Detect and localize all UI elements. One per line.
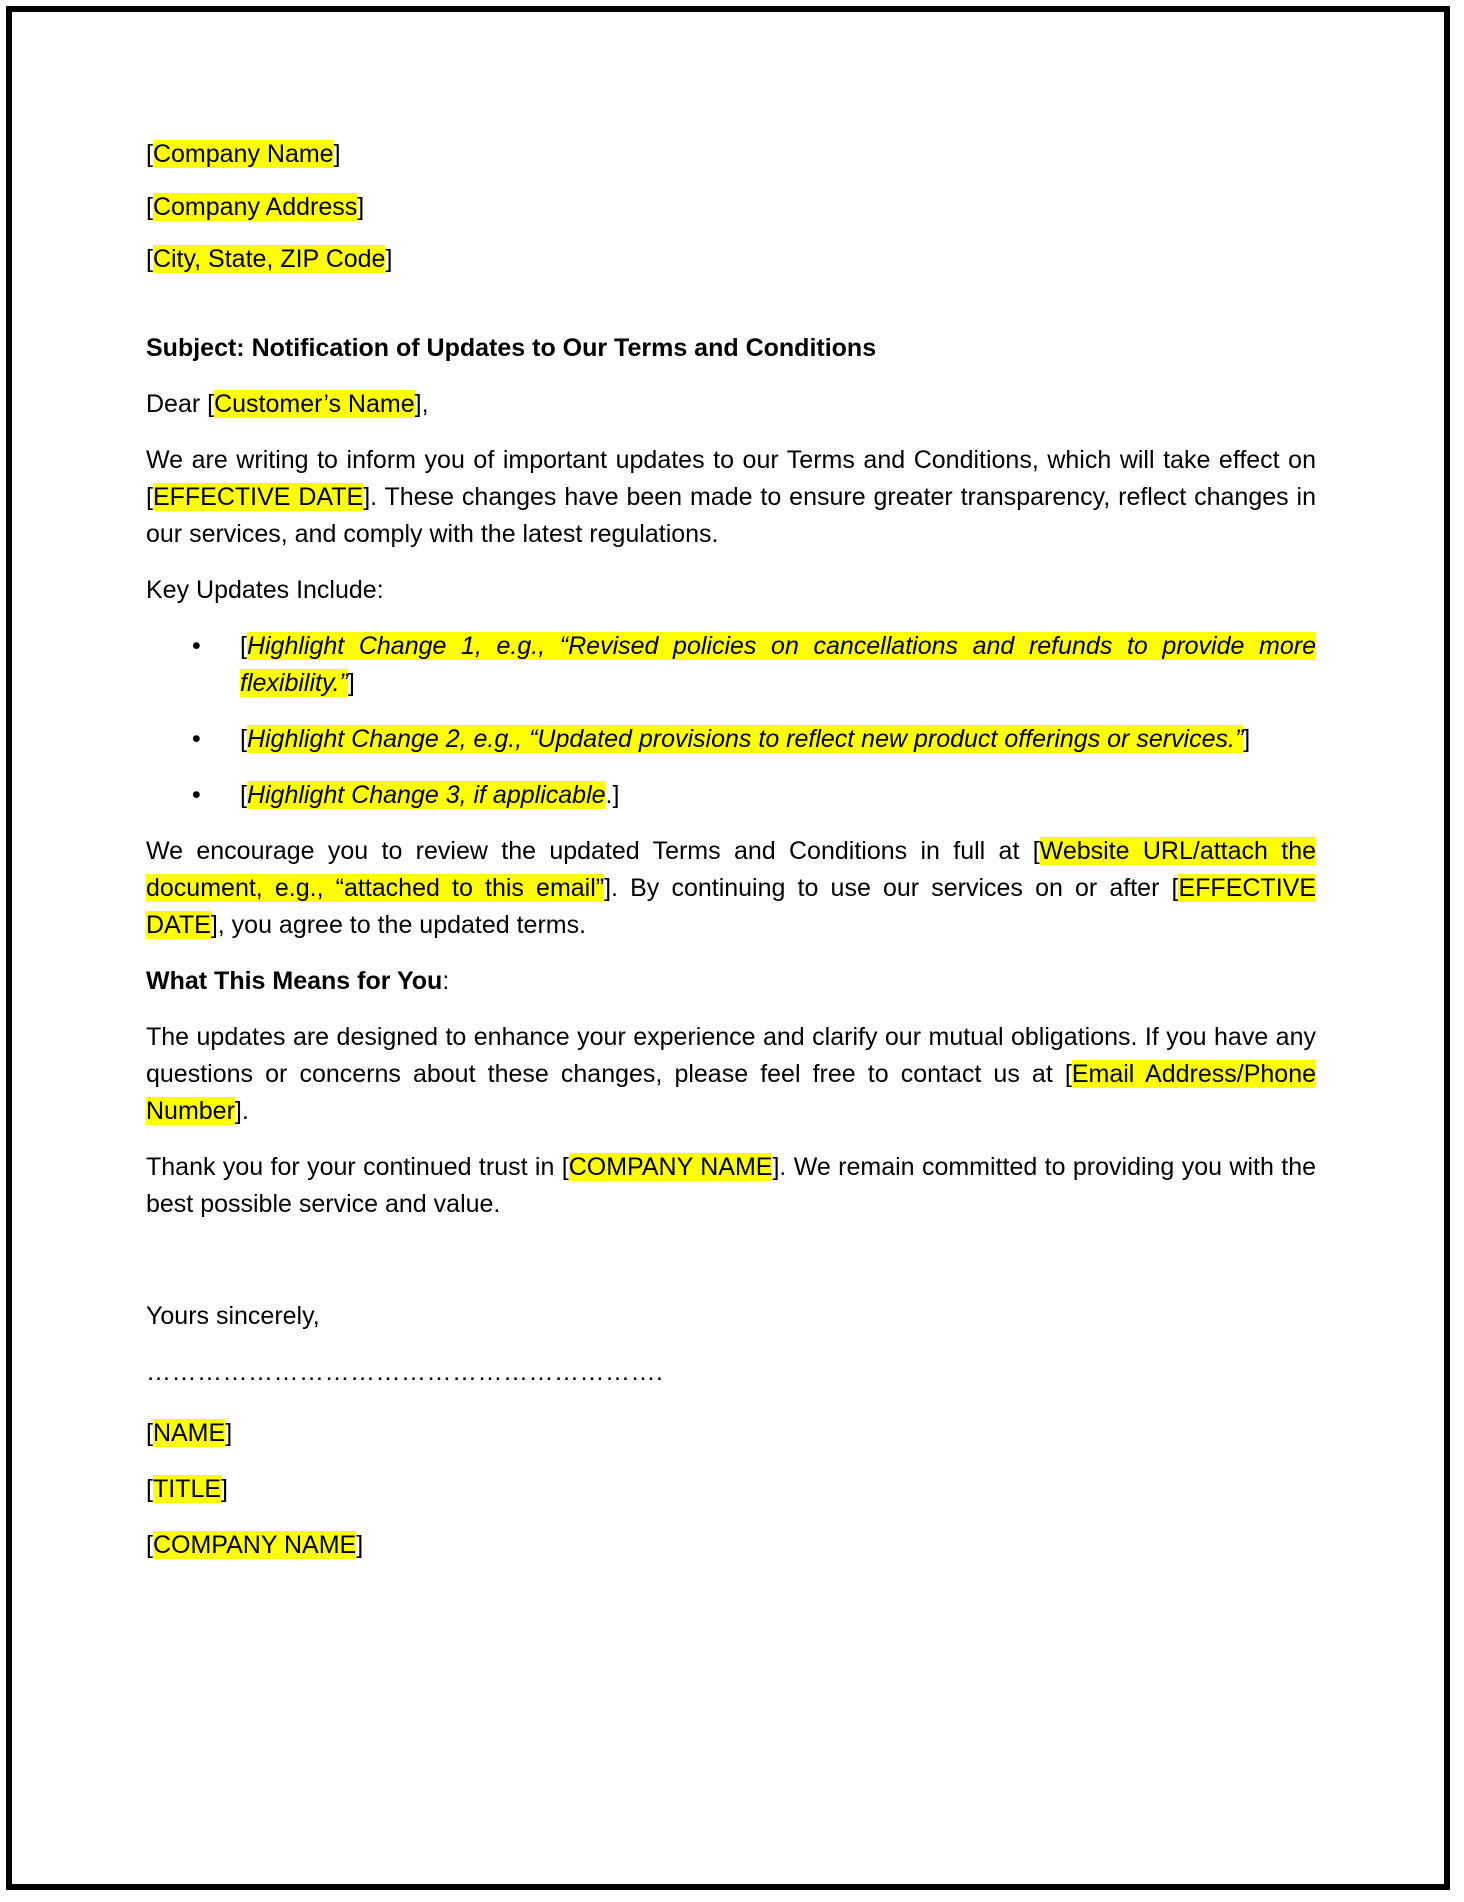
bullet-icon: •	[192, 725, 201, 753]
city-state-zip-line: [City, State, ZIP Code]	[146, 245, 393, 273]
greeting-line: Dear [Customer’s Name],	[146, 390, 429, 418]
change-placeholder: Highlight Change 1, e.g., “Revised policies on cancellations and refunds to provide more flexibility.”	[240, 632, 1316, 697]
change-placeholder: Highlight Change 2, e.g., “Updated provisions to reflect new product offerings or services.”	[246, 725, 1244, 753]
effective-date-placeholder: EFFECTIVE DATE	[146, 874, 1316, 939]
key-updates-list	[146, 628, 1316, 814]
thanks-paragraph: Thank you for your continued trust in [COMPANY NAME]. We remain committed to providing you with the best possible service and value.	[146, 1153, 1316, 1218]
effective-date-placeholder: EFFECTIVE DATE	[152, 483, 364, 511]
company-name-placeholder: COMPANY NAME	[568, 1153, 773, 1181]
what-this-means-paragraph: The updates are designed to enhance your experience and clarify our mutual obligations. If you have any questions or concerns about these changes, please feel free to contact us at [Email Address/Phone Number].	[146, 1023, 1317, 1125]
customer-name-placeholder: Customer’s Name	[214, 390, 415, 418]
intro-paragraph: We are writing to inform you of important updates to our Terms and Conditions, which will take effect on [EFFECTIVE DATE]. These changes have been made to ensure greater transparency, reflect changes in our services, and comply with the latest regulations.	[146, 446, 1316, 548]
company-address-line: [Company Address]	[146, 192, 365, 221]
name-placeholder: NAME	[152, 1419, 226, 1447]
contact-placeholder: Email Address/Phone Number	[146, 1060, 1317, 1125]
list-item: • [Highlight Change 3, if applicable.]	[146, 777, 1316, 814]
review-paragraph: We encourage you to review the updated Terms and Conditions in full at [Website URL/attach the document, e.g., “attached to this email”]. By continuing to use our services on or after [EFFECTIVE DATE], you agree to the updated terms.	[146, 837, 1317, 939]
change-placeholder: Highlight Change 3, if applicable	[246, 781, 606, 809]
key-updates-heading: Key Updates Include:	[146, 576, 384, 604]
closing-line: Yours sincerely,	[146, 1302, 320, 1330]
title-placeholder: TITLE	[152, 1475, 222, 1503]
list-item: • [Highlight Change 1, e.g., “Revised policies on cancellations and refunds to provide more flexibility.”]	[146, 628, 1316, 702]
letter-body	[146, 136, 1316, 1564]
signature-company-line: [COMPANY NAME]	[146, 1531, 364, 1559]
bullet-icon: •	[192, 781, 201, 809]
city-state-zip-placeholder: City, State, ZIP Code	[152, 245, 386, 273]
list-item: • [Highlight Change 2, e.g., “Updated provisions to reflect new product offerings or services.”]	[146, 721, 1316, 758]
company-name-placeholder: Company Name	[152, 140, 334, 168]
what-this-means-heading: What This Means for You:	[146, 967, 450, 995]
company-name-placeholder: COMPANY NAME	[152, 1531, 357, 1559]
website-url-placeholder: Website URL/attach the document, e.g., “attached to this email”	[146, 837, 1317, 902]
signature-title-line: [TITLE]	[146, 1475, 228, 1503]
subject-line: Subject: Notification of Updates to Our Terms and Conditions	[146, 334, 877, 362]
bullet-icon: •	[192, 632, 201, 660]
company-address-placeholder: Company Address	[152, 192, 358, 221]
company-name-line: [Company Name]	[146, 140, 341, 168]
signature-name-line: [NAME]	[146, 1419, 233, 1447]
signature-line: …………………………………………………….	[146, 1358, 664, 1386]
